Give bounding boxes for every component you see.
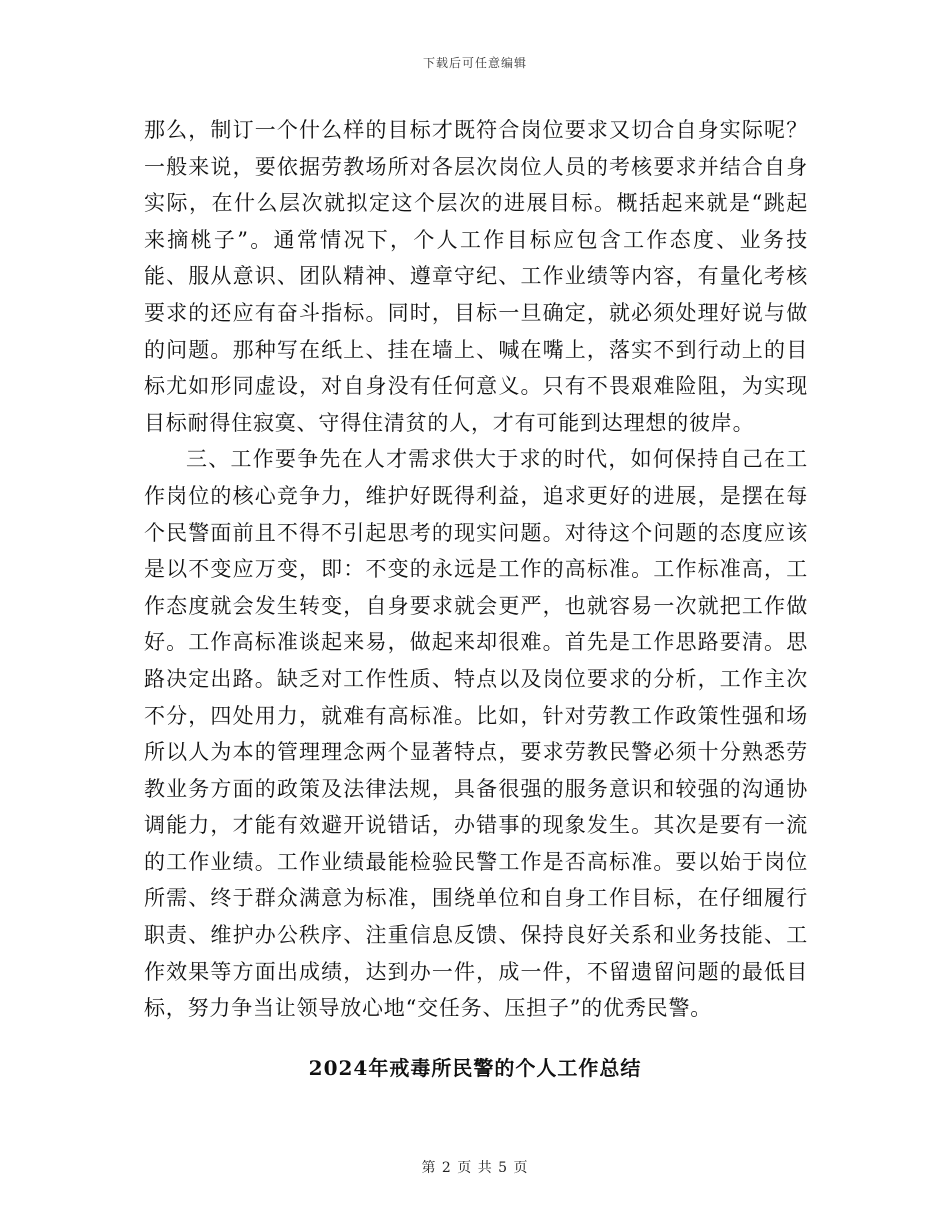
paragraph-section-three: 三、工作要争先在人才需求供大于求的时代，如何保持自己在工作岗位的核心竞争力，维护好既得利益，追求更好的进展，是摆在每个民警面前且不得不引起思考的现实问题。对待这个问题的态度应该是以不变应万变，即：不变的永远是工作的高标准。工作标准高，工作态度就会发生转变，自身要求就会更严，也就容易一次就把工作做好。工作高标准谈起来易，做起来却很难。首先是工作思路要清。思路决定出路。缺乏对工作性质、特点以及岗位要求的分析，工作主次不分，四处用力，就难有高标准。比如，针对劳教工作政策性强和场所以人为本的管理理念两个显著特点，要求劳教民警必须十分熟悉劳教业务方面的政策及法律法规，具备很强的服务意识和较强的沟通协调能力，才能有效避开说错话，办错事的现象发生。其次是要有一流的工作业绩。工作业绩最能检验民警工作是否高标准。要以始于岗位所需、终于群众满意为标准，围绕单位和自身工作目标，在仔细履行职责、维护办公秩序、注重信息反馈、保持良好关系和业务技能、工作效果等方面出成绩，达到办一件，成一件，不留遗留问题的最低目标，努力争当让领导放心地“交任务、压担子”的优秀民警。: [144, 447, 808, 1021]
paragraph-continued: 那么，制订一个什么样的目标才既符合岗位要求又切合自身实际呢？一般来说，要依据劳教场所对各层次岗位人员的考核要求并结合自身实际，在什么层次就拟定这个层次的进展目标。概括起来就是“跳起来摘桃子”。通常情况下，个人工作目标应包含工作态度、业务技能、服从意识、团队精神、遵章守纪、工作业绩等内容，有量化考核要求的还应有奋斗指标。同时，目标一旦确定，就必须处理好说与做的问题。那种写在纸上、挂在墙上、喊在嘴上，落实不到行动上的目标尤如形同虚设，对自身没有任何意义。只有不畏艰难险阻，为实现目标耐得住寂寞、守得住清贫的人，才有可能到达理想的彼岸。: [144, 118, 808, 435]
page-header: 下载后可任意编辑: [422, 56, 527, 70]
page-footer: 第 2 页 共 5 页: [421, 1160, 529, 1176]
document-body: [144, 112, 808, 1027]
document-title: 2024年戒毒所民警的个人工作总结: [308, 1056, 642, 1080]
